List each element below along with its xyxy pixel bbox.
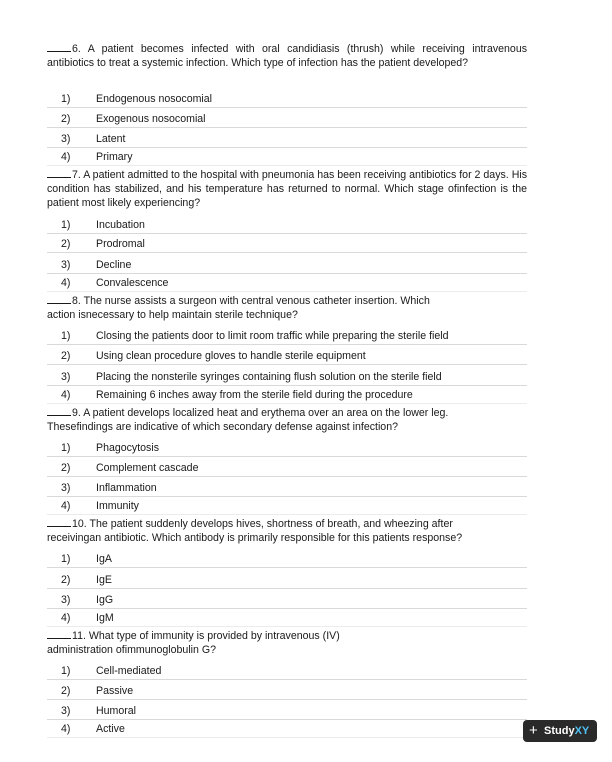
- option-text: IgG: [96, 594, 114, 606]
- option-number: 2): [61, 574, 71, 586]
- option-text: IgE: [96, 574, 112, 586]
- brand-name: [544, 725, 589, 737]
- option-row: [47, 130, 527, 148]
- option-text: Phagocytosis: [96, 442, 160, 454]
- question-number: 6.: [72, 43, 81, 55]
- option-text: Active: [96, 723, 125, 735]
- option-text: Using clean procedure gloves to handle sterile equipment: [96, 350, 366, 362]
- question-number: 10.: [72, 518, 87, 530]
- option-text: Closing the patients door to limit room traffic while preparing the sterile field: [96, 330, 449, 342]
- option-number: 4): [61, 151, 71, 163]
- option-number: 1): [61, 442, 71, 454]
- option-text: Humoral: [96, 705, 137, 717]
- option-number: 3): [61, 259, 71, 271]
- option-row: [47, 609, 527, 627]
- option-text: Endogenous nosocomial: [96, 93, 213, 105]
- option-number: 4): [61, 723, 71, 735]
- option-text: Exogenous nosocomial: [96, 113, 206, 125]
- option-text: IgA: [96, 553, 112, 565]
- option-text: Latent: [96, 133, 126, 145]
- option-number: 1): [61, 219, 71, 231]
- option-number: 4): [61, 612, 71, 624]
- question-11: [47, 629, 527, 657]
- question-8: [47, 294, 527, 322]
- option-text: Incubation: [96, 219, 145, 231]
- question-text: A patient admitted to the hospital with pneumonia has been receiving antibiotics for 2 days. His condition has stabilized, and his temperature has returned to normal. Which stage ofinfection is the patient most likely experiencing?: [47, 169, 528, 210]
- option-row: [47, 479, 527, 497]
- option-number: 1): [61, 665, 71, 677]
- option-number: 4): [61, 277, 71, 289]
- option-row: [47, 347, 527, 365]
- option-number: 3): [61, 705, 71, 717]
- option-text: Complement cascade: [96, 462, 199, 474]
- option-row: [47, 662, 527, 680]
- option-row: [47, 550, 527, 568]
- option-row: [47, 148, 527, 166]
- option-number: 2): [61, 238, 71, 250]
- answer-blank: [47, 629, 71, 639]
- question-text-line-2: action isnecessary to help maintain sterile technique?: [47, 309, 298, 322]
- option-number: 4): [61, 389, 71, 401]
- question-text-line-1: What type of immunity is provided by intravenous (IV): [88, 630, 340, 642]
- option-text: Immunity: [96, 500, 139, 512]
- option-row: [47, 110, 527, 128]
- option-number: 3): [61, 482, 71, 494]
- option-number: 1): [61, 330, 71, 342]
- question-text-line-1: The nurse assists a surgeon with central venous catheter insertion. Which: [83, 295, 430, 307]
- option-row: [47, 368, 527, 386]
- option-text: Placing the nonsterile syringes containing flush solution on the sterile field: [96, 371, 442, 383]
- option-row: [47, 591, 527, 609]
- option-row: [47, 327, 527, 345]
- option-row: [47, 216, 527, 234]
- question-number: 8.: [72, 295, 81, 307]
- option-number: 3): [61, 594, 71, 606]
- question-text: A patient becomes infected with oral candidiasis (thrush) while receiving intravenous antibiotics to treat a systemic infection. Which type of infection has the patient developed?: [47, 43, 528, 70]
- option-number: 2): [61, 350, 71, 362]
- answer-blank: [47, 42, 71, 52]
- option-row: [47, 682, 527, 700]
- studyxy-badge[interactable]: [523, 720, 597, 742]
- option-row: [47, 439, 527, 457]
- option-row: [47, 235, 527, 253]
- option-text: Passive: [96, 685, 134, 697]
- option-text: Primary: [96, 151, 133, 163]
- answer-blank: [47, 294, 71, 304]
- option-text: Prodromal: [96, 238, 145, 250]
- question-text-line-2: receivingan antibiotic. Which antibody is primarily responsible for this patients response?: [47, 532, 463, 545]
- option-text: Remaining 6 inches away from the sterile field during the procedure: [96, 389, 413, 401]
- question-number: 7.: [72, 169, 81, 181]
- option-text: Cell-mediated: [96, 665, 162, 677]
- option-number: 2): [61, 462, 71, 474]
- option-number: 2): [61, 685, 71, 697]
- option-text: Decline: [96, 259, 132, 271]
- option-text: Convalescence: [96, 277, 169, 289]
- option-row: [47, 571, 527, 589]
- option-number: 4): [61, 500, 71, 512]
- answer-blank: [47, 406, 71, 416]
- question-6: [47, 42, 527, 70]
- brand-accent: XY: [574, 725, 590, 737]
- answer-blank: [47, 168, 71, 178]
- option-number: 2): [61, 113, 71, 125]
- option-row: [47, 274, 527, 292]
- question-10: [47, 517, 527, 545]
- option-row: [47, 702, 527, 720]
- option-row: [47, 459, 527, 477]
- brand-main: Study: [544, 725, 575, 737]
- option-row: [47, 720, 527, 738]
- answer-blank: [47, 517, 71, 527]
- question-number: 11.: [72, 630, 86, 642]
- question-number: 9.: [72, 407, 81, 419]
- option-row: [47, 90, 527, 108]
- option-number: 3): [61, 133, 71, 145]
- question-text-line-2: administration ofimmunoglobulin G?: [47, 644, 216, 657]
- plus-icon: +: [529, 722, 538, 739]
- question-text-line-2: Thesefindings are indicative of which secondary defense against infection?: [47, 421, 398, 434]
- option-number: 1): [61, 93, 71, 105]
- option-number: 1): [61, 553, 71, 565]
- question-7: [47, 168, 527, 211]
- option-row: [47, 386, 527, 404]
- option-text: IgM: [96, 612, 114, 624]
- question-9: [47, 406, 527, 434]
- question-text-line-1: The patient suddenly develops hives, shortness of breath, and wheezing after: [89, 518, 453, 530]
- option-number: 3): [61, 371, 71, 383]
- question-text-line-1: A patient develops localized heat and erythema over an area on the lower leg.: [83, 407, 449, 419]
- option-text: Inflammation: [96, 482, 157, 494]
- option-row: [47, 497, 527, 515]
- option-row: [47, 256, 527, 274]
